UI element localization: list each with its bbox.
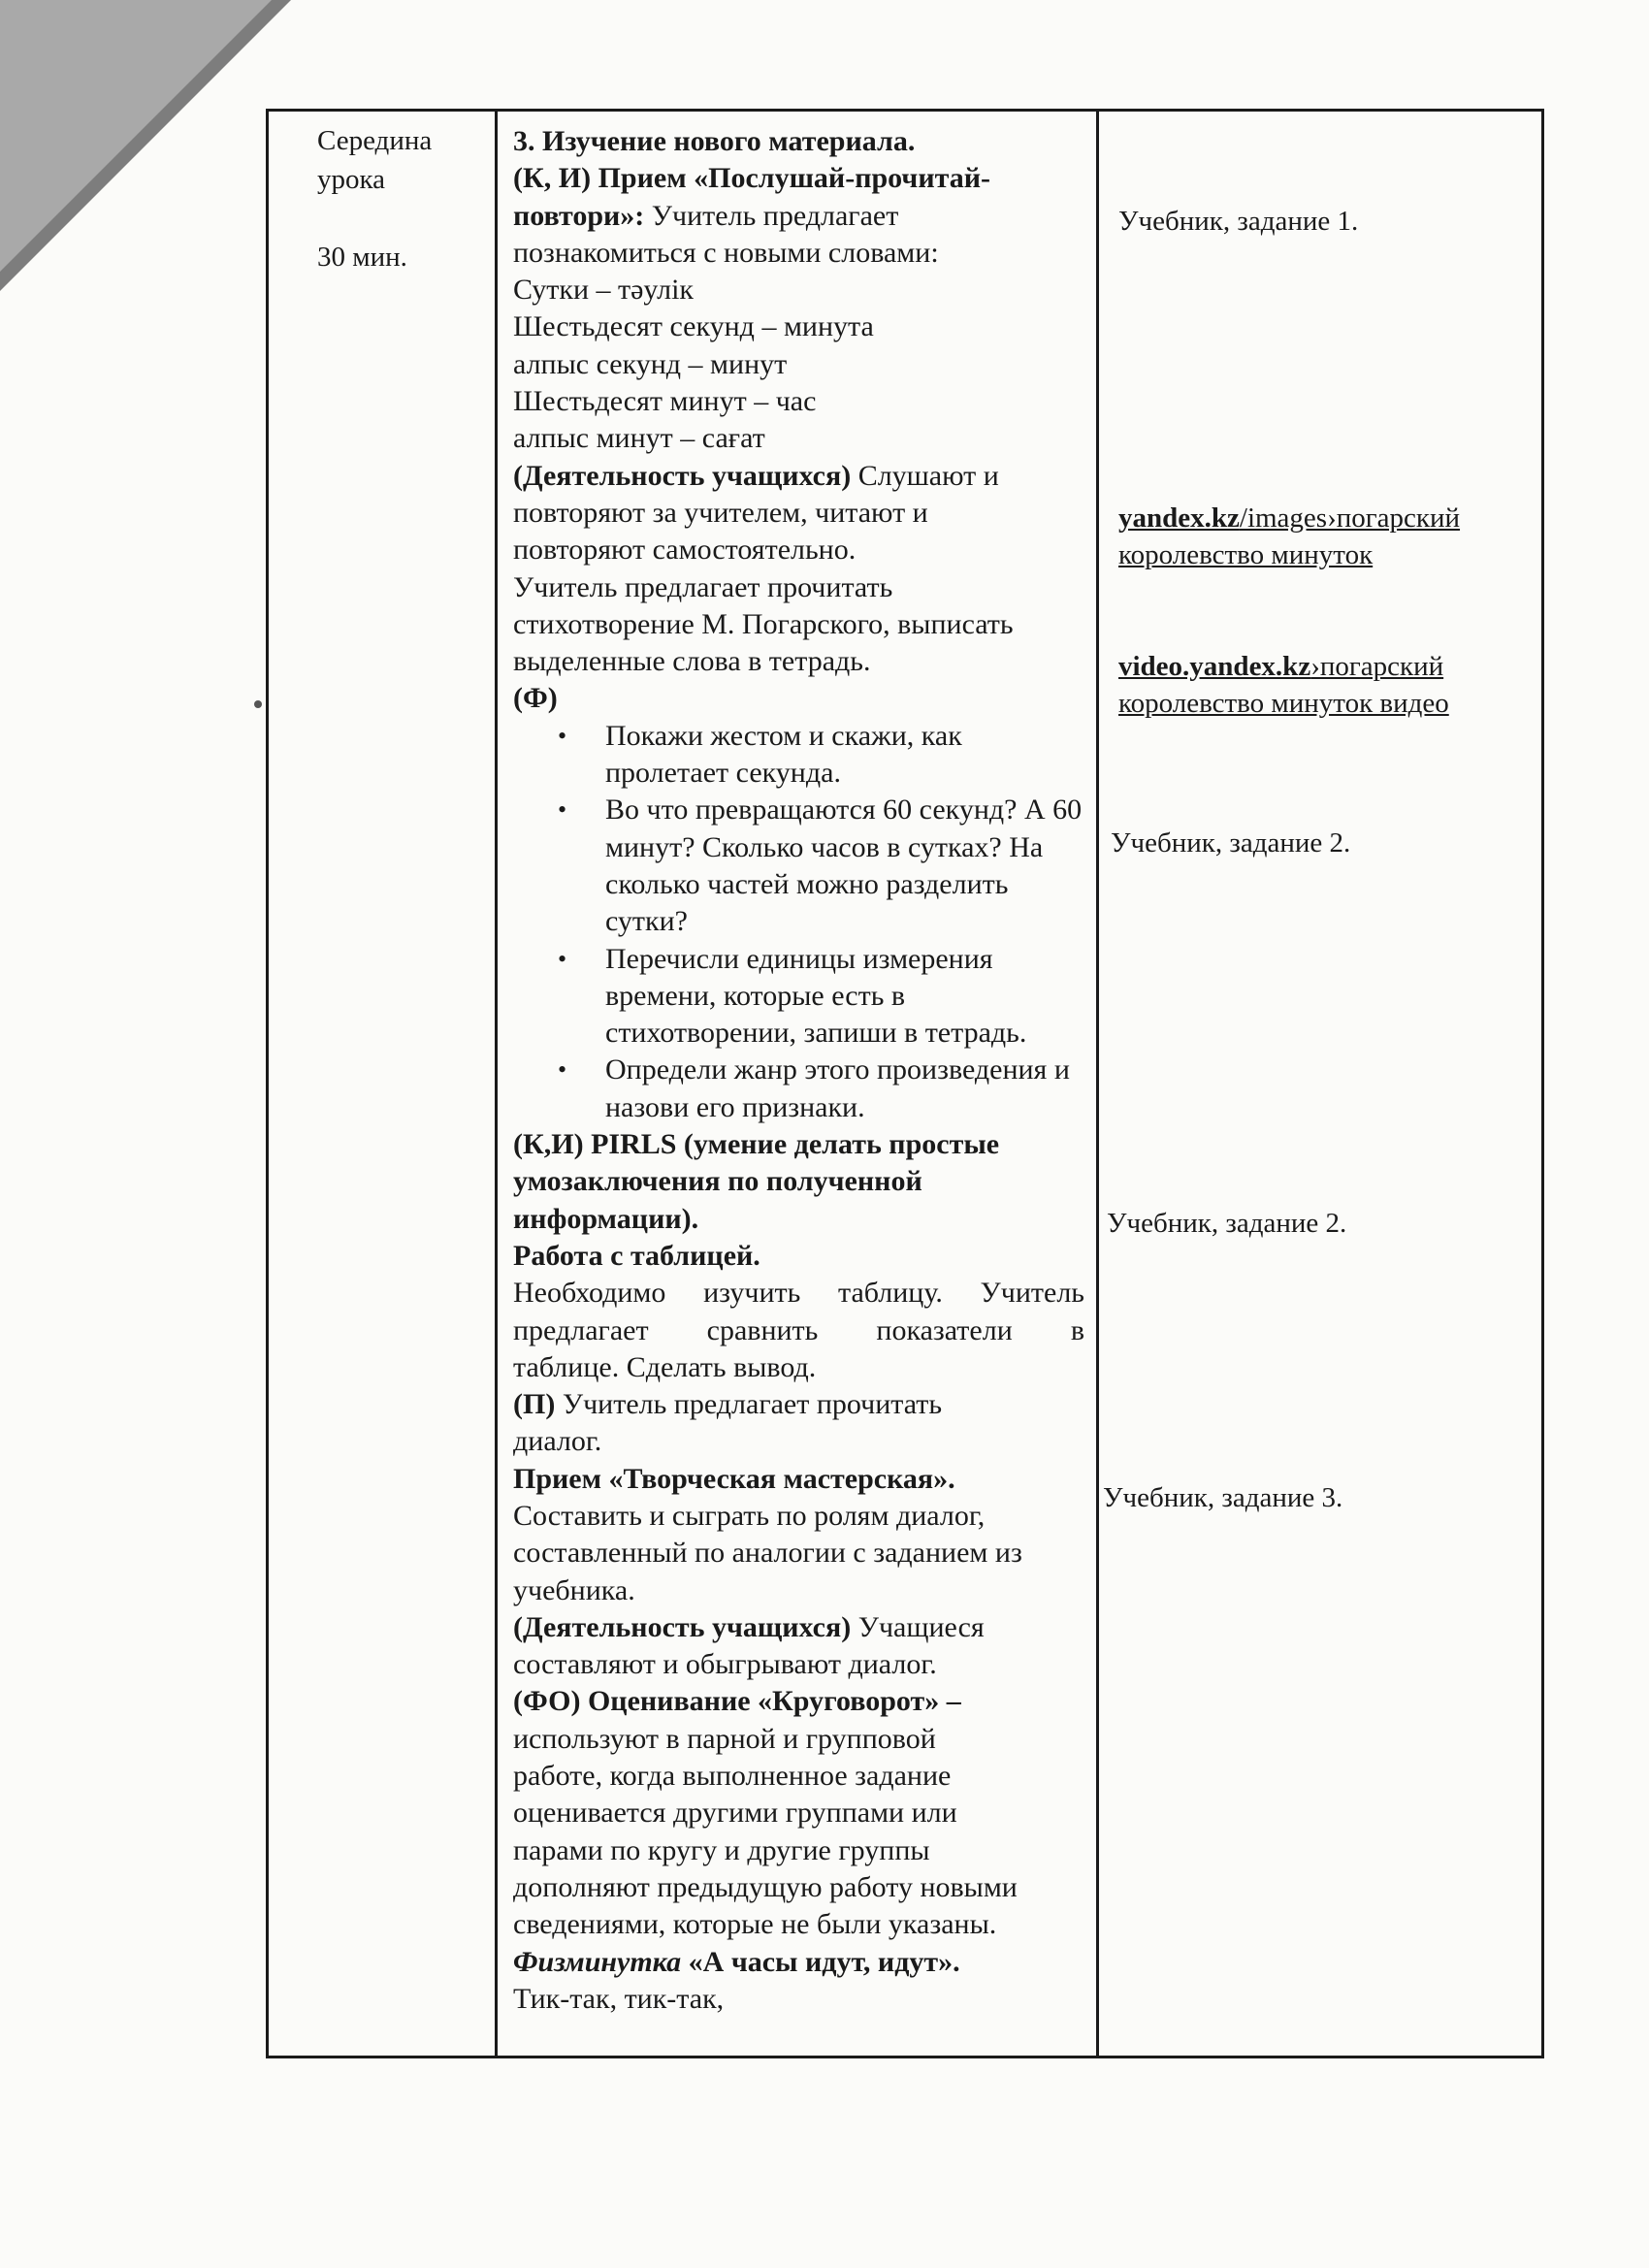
vocab-item: Шестьдесят минут – час <box>513 385 817 418</box>
table-work-line: Необходимо изучить таблицу. Учитель <box>513 1277 1084 1310</box>
students-activity-line: Учитель предлагает прочитать <box>513 570 893 603</box>
link-yandex-video[interactable]: video.yandex.kz›погарский королевство минуток видео <box>1118 651 1449 719</box>
vocab-item: Шестьдесят секунд – минута <box>513 310 874 343</box>
resource-link-video[interactable] <box>1118 648 1449 722</box>
students-activity-2-line: составляют и обыгрывают диалог. <box>513 1648 937 1681</box>
workshop-line: Составить и сыграть по ролям диалог, <box>513 1499 986 1532</box>
students-activity-line: стихотворение М. Погарского, выписать <box>513 607 1014 640</box>
resource-link-images[interactable] <box>1118 500 1460 573</box>
question-item: • Перечисли единицы измерения времени, которые есть в стихотворении, запиши в тетрадь. <box>513 941 1084 1053</box>
assessment-line: сведениями, которые не были указаны. <box>513 1908 997 1941</box>
workshop-line: составленный по аналогии с заданием из <box>513 1537 1022 1570</box>
workshop-line: учебника. <box>513 1573 635 1606</box>
stage-column <box>269 112 498 2056</box>
assessment-line: работе, когда выполненное задание <box>513 1760 952 1793</box>
resource-textbook-task-2: Учебник, задание 2. <box>1111 827 1351 859</box>
students-activity-2: (Деятельность учащихся) Учащиеся <box>513 1610 985 1643</box>
question-list <box>513 718 1084 1126</box>
scan-speck <box>254 700 262 708</box>
activity-column <box>498 112 1099 2056</box>
technique-listen-read-repeat-cont: повтори»: Учитель предлагает <box>513 199 899 232</box>
vocab-item: алпыс минут – сағат <box>513 422 765 455</box>
link-yandex-images[interactable]: yandex.kz/images›погарский королевство минуток <box>1118 502 1461 570</box>
intro-line: познакомиться с новыми словами: <box>513 236 939 269</box>
vocab-item: алпыс секунд – минут <box>513 347 788 380</box>
question-item: • Определи жанр этого произведения и назови его признаки. <box>513 1052 1084 1126</box>
students-activity-line: повторяют самостоятельно. <box>513 534 857 567</box>
assessment-line: оценивается другими группами или <box>513 1797 957 1830</box>
resource-textbook-task-2b: Учебник, задание 2. <box>1107 1208 1347 1239</box>
students-activity-line: повторяют за учителем, читают и <box>513 496 928 529</box>
pirls-heading: (К,И) PIRLS (умение делать простые <box>513 1128 1000 1161</box>
table-work-line: предлагает сравнить показатели в <box>513 1313 1084 1346</box>
workshop-heading: Прием «Творческая мастерская». <box>513 1462 955 1495</box>
table-work-heading: Работа с таблицей. <box>513 1239 760 1272</box>
pair-work: (П) Учитель предлагает прочитать <box>513 1388 943 1421</box>
frontal-label: (Ф) <box>513 682 558 715</box>
scan-corner-shade <box>0 0 272 272</box>
question-item: • Во что превращаются 60 секунд? А 60 минут? Сколько часов в сутках? На сколько частей можно разделить сутки? <box>513 792 1084 940</box>
stage-label: Середина урока 30 мин. <box>317 125 433 273</box>
question-item: • Покажи жестом и скажи, как пролетает секунда. <box>513 718 1084 793</box>
resource-textbook-task-3: Учебник, задание 3. <box>1103 1482 1343 1513</box>
resources-column <box>1099 112 1541 2056</box>
technique-listen-read-repeat: (К, И) Прием «Послушай-прочитай- <box>513 162 990 195</box>
fizminutka-heading: Физминутка «А часы идут, идут». <box>513 1945 960 1978</box>
assessment-line: используют в парной и групповой <box>513 1722 936 1755</box>
students-activity-line: выделенные слова в тетрадь. <box>513 645 871 678</box>
vocab-item: Сутки – тәулік <box>513 274 694 307</box>
assessment-line: дополняют предыдущую работу новыми <box>513 1870 1018 1903</box>
students-activity-1: (Деятельность учащихся) Слушают и <box>513 459 999 492</box>
resource-textbook-task-1: Учебник, задание 1. <box>1118 206 1359 237</box>
pair-work-line: диалог. <box>513 1425 602 1458</box>
lesson-plan-table <box>266 109 1544 2058</box>
pirls-heading: умозаключения по полученной <box>513 1165 922 1198</box>
assessment-line: парами по кругу и другие группы <box>513 1833 930 1866</box>
assessment-heading: (ФО) Оценивание «Круговорот» – <box>513 1685 961 1718</box>
pirls-heading: информации). <box>513 1202 699 1235</box>
poem-line: Тик-так, тик-так, <box>513 1982 725 2015</box>
table-work-line: таблице. Сделать вывод. <box>513 1350 817 1383</box>
section-heading: 3. Изучение нового материала. <box>513 125 916 157</box>
